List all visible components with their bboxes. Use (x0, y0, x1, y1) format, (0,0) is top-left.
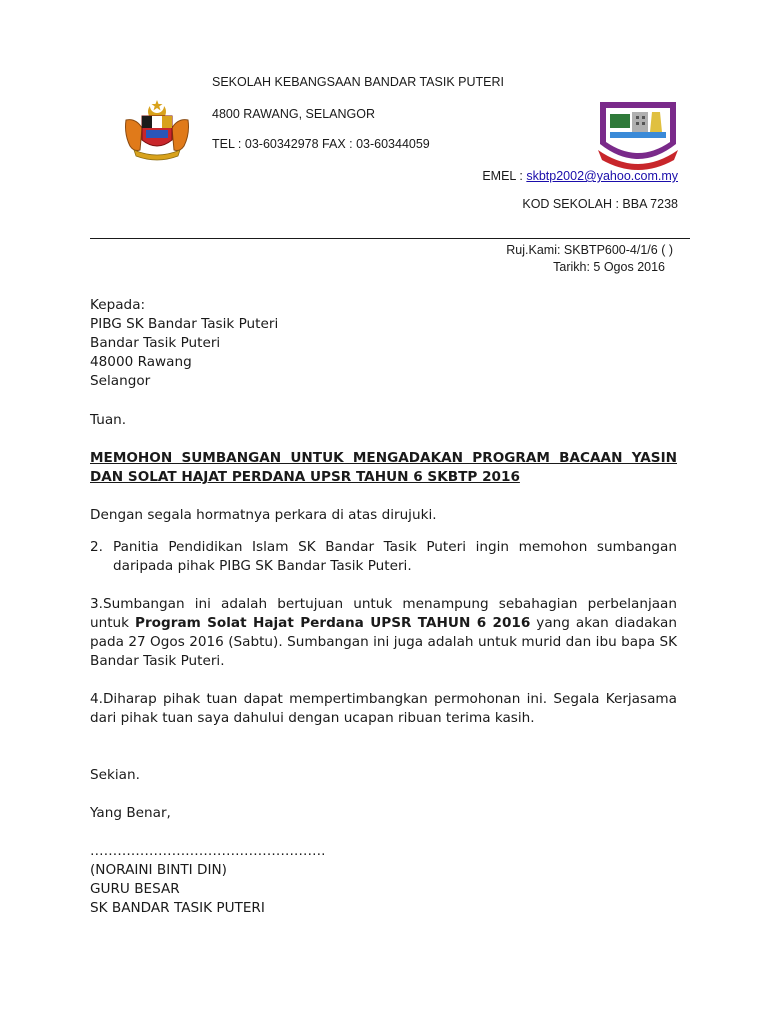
paragraph-2-number: 2. (90, 539, 103, 555)
email-link[interactable]: skbtp2002@yahoo.com.my (526, 169, 678, 183)
signature-line: ……………………………………………. (90, 843, 326, 859)
recipient-label: Kepada: (90, 297, 146, 313)
paragraph-3-text-a: 3.Sumbangan ini adalah bertujuan untuk menampung sebahagian perbelanjaan untuk (90, 596, 677, 631)
recipient-line: 48000 Rawang (90, 354, 192, 370)
recipient-line: PIBG SK Bandar Tasik Puteri (90, 316, 279, 332)
program-name: Program Solat Hajat Perdana UPSR TAHUN 6 2016 (135, 615, 531, 631)
header-divider (90, 238, 690, 239)
coat-of-arms-icon (120, 100, 194, 162)
recipient-line: Bandar Tasik Puteri (90, 335, 221, 351)
paragraph-2: Panitia Pendidikan Islam SK Bandar Tasik Puteri ingin memohon sumbangan daripada pihak PIBG SK Bandar Tasik Puteri. (113, 539, 677, 574)
school-code: KOD SEKOLAH : BBA 7238 (522, 197, 678, 211)
salutation: Tuan. (90, 412, 127, 428)
paragraph-1: Dengan segala hormatnya perkara di atas dirujuki. (90, 507, 437, 523)
school-badge-icon (596, 100, 680, 170)
school-name: SEKOLAH KEBANGSAAN BANDAR TASIK PUTERI (212, 75, 504, 89)
closing-sekian: Sekian. (90, 767, 140, 783)
email-label: EMEL : (482, 169, 527, 183)
signatory-school: SK BANDAR TASIK PUTERI (90, 900, 265, 916)
school-address: 4800 RAWANG, SELANGOR (212, 107, 376, 121)
email-line (482, 169, 678, 183)
signatory-title: GURU BESAR (90, 881, 180, 897)
school-phone-fax: TEL : 03-60342978 FAX : 03-60344059 (212, 137, 430, 151)
paragraph-3 (90, 595, 677, 671)
letter-date: Tarikh: 5 Ogos 2016 (553, 260, 665, 274)
paragraph-3-text-b: yang akan diadakan pada 27 Ogos 2016 (Sabtu). Sumbangan ini juga adalah untuk murid dan ibu bapa SK Bandar Tasik Puteri. (90, 615, 677, 669)
reference-number: Ruj.Kami: SKBTP600-4/1/6 ( ) (506, 243, 673, 257)
signatory-name: (NORAINI BINTI DIN) (90, 862, 227, 878)
recipient-line: Selangor (90, 373, 151, 389)
recipient-block (90, 296, 278, 391)
paragraph-4: 4.Diharap pihak tuan dapat mempertimbangkan permohonan ini. Segala Kerjasama dari pihak tuan saya dahului dengan ucapan ribuan terima kasih. (90, 691, 677, 726)
subject: MEMOHON SUMBANGAN UNTUK MENGADAKAN PROGRAM BACAAN YASIN DAN SOLAT HAJAT PERDANA UPSR TAHUN 6 SKBTP 2016 (90, 450, 677, 485)
closing-yang-benar: Yang Benar, (90, 805, 171, 821)
